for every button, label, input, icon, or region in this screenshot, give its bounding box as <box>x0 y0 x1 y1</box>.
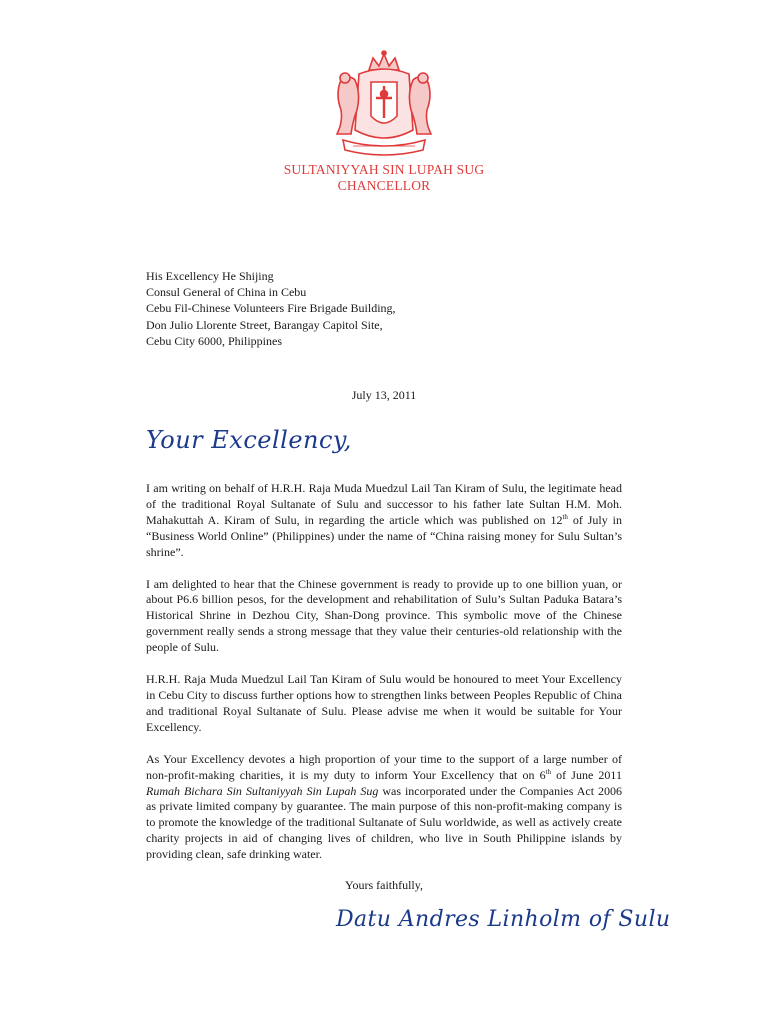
coat-of-arms-icon <box>329 50 439 158</box>
address-line: Don Julio Llorente Street, Barangay Capitol Site, <box>146 317 383 332</box>
letter-date: July 13, 2011 <box>351 388 417 402</box>
closing-line: Yours faithfully, <box>344 878 423 892</box>
organization-heading <box>0 162 768 194</box>
org-title: CHANCELLOR <box>337 178 431 193</box>
address-line: Cebu City 6000, Philippines <box>146 333 283 348</box>
address-line: His Excellency He Shijing <box>146 269 274 283</box>
paragraph-3: H.R.H. Raja Muda Muedzul Lail Tan Kiram of Sulu would be honoured to meet Your Excellency in Cebu City to discuss further options how to strengthen links between Peoples Republic of China and traditional Royal Sultanate of Sulu. Please advise me when it would be suitable for Your Excellency. <box>146 672 622 734</box>
recipient-address <box>146 268 396 349</box>
paragraph-4: As Your Excellency devotes a high proportion of your time to the support of a large number of non-profit-making charities, it is my duty to inform Your Excellency that on 6th of June 2011 Rumah Bichara Sin Sultaniyyah Sin Lupah Sug was incorporated under the Companies Act 2006 as private limited company by guarantee. The main purpose of this non-profit-making company is to promote the knowledge of the traditional Sultanate of Sulu worldwide, as well as actively create charity projects in aid of changing lives of children, who live in South Philippine islands by providing clean, safe drinking water. <box>146 751 622 862</box>
paragraph-1: I am writing on behalf of H.R.H. Raja Muda Muedzul Lail Tan Kiram of Sulu, the legitimate head of the traditional Royal Sultanate of Sulu and successor to his father late Sultan H.M. Moh. Mahakuttah A. Kiram of Sulu, in regarding the article which was published on 12th of July in “Business World Online” (Philippines) under the name of “China raising money for Sulu Sultan’s shrine”. <box>146 481 622 559</box>
signature: Datu Andres Linholm of Sulu <box>336 907 671 932</box>
org-name: SULTANIYYAH SIN LUPAH SUG <box>283 162 485 177</box>
address-line: Cebu Fil-Chinese Volunteers Fire Brigade Building, <box>146 301 396 316</box>
address-line: Consul General of China in Cebu <box>146 285 307 300</box>
letter-body <box>146 481 622 879</box>
paragraph-2: I am delighted to hear that the Chinese government is ready to provide up to one billion yuan, or about P6.6 billion pesos, for the development and rehabilitation of Sulu’s Sultan Paduka Batara’s Historical Shrine in Dezhou City, Shan-Dong province. This symbolic move of the Chinese government really sends a strong message that they value their centuries-old relationship with the people of Sulu. <box>146 576 622 655</box>
salutation: Your Excellency, <box>146 426 352 454</box>
